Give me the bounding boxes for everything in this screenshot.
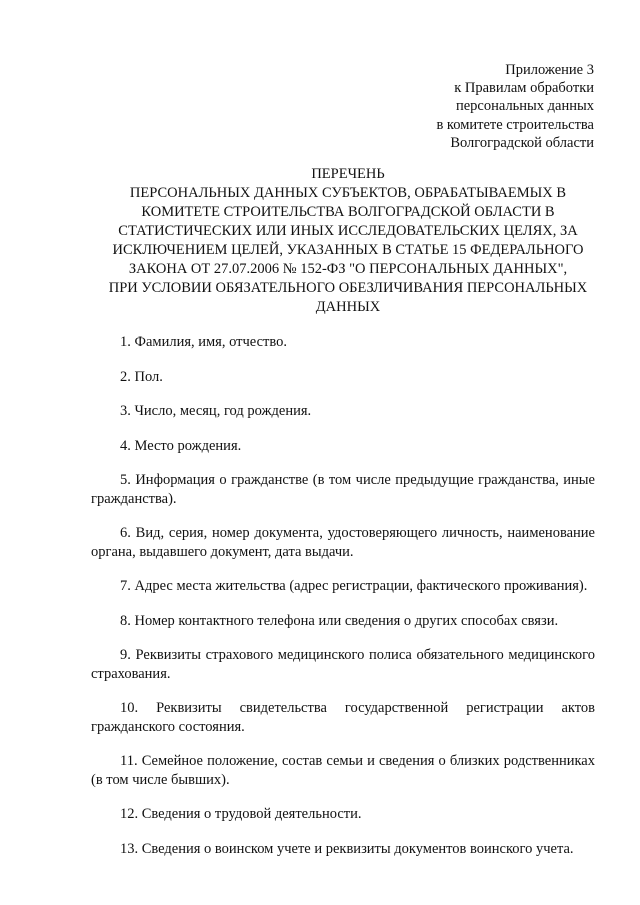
list-item: 12. Сведения о трудовой деятельности. <box>120 806 362 822</box>
title-line: ИСКЛЮЧЕНИЕМ ЦЕЛЕЙ, УКАЗАННЫХ В СТАТЬЕ 15 ФЕДЕРАЛЬНОГО <box>112 242 584 258</box>
items-list <box>91 333 595 858</box>
appendix-line: персональных данных <box>455 98 594 115</box>
list-item: 1. Фамилия, имя, отчество. <box>120 334 287 350</box>
appendix-line: в комитете строительства <box>436 116 594 133</box>
list-item: 3. Число, месяц, год рождения. <box>120 403 312 419</box>
title-line: ПРИ УСЛОВИИ ОБЯЗАТЕЛЬНОГО ОБЕЗЛИЧИВАНИЯ ПЕРСОНАЛЬНЫХ <box>108 280 588 296</box>
list-item: 11. Семейное положение, состав семьи и сведения о близких родственниках (в том числе бывших). <box>91 753 595 788</box>
title-line: ПЕРЕЧЕНЬ <box>311 166 385 182</box>
list-item: 2. Пол. <box>120 368 163 385</box>
appendix-line: Приложение 3 <box>505 62 594 78</box>
list-item: 4. Место рождения. <box>120 437 242 454</box>
list-item: 7. Адрес места жительства (адрес регистрации, фактического проживания). <box>120 578 588 594</box>
appendix-line: к Правилам обработки <box>454 80 594 97</box>
list-item: 13. Сведения о воинском учете и реквизиты документов воинского учета. <box>120 840 574 857</box>
list-item: 5. Информация о гражданстве (в том числе предыдущие гражданства, иные гражданства). <box>91 472 595 507</box>
title-line: СТАТИСТИЧЕСКИХ ИЛИ ИНЫХ ИССЛЕДОВАТЕЛЬСКИХ ЦЕЛЯХ, ЗА <box>118 223 578 239</box>
list-item: 10. Реквизиты свидетельства государственной регистрации актов гражданского состояния. <box>91 700 595 735</box>
appendix-header <box>436 61 594 152</box>
document-title <box>90 165 606 317</box>
list-item: 6. Вид, серия, номер документа, удостоверяющего личность, наименование органа, выдавшего документ, дата выдачи. <box>91 525 595 560</box>
title-line: ЗАКОНА ОТ 27.07.2006 № 152-ФЗ "О ПЕРСОНАЛЬНЫХ ДАННЫХ", <box>128 261 568 277</box>
title-line: КОМИТЕТЕ СТРОИТЕЛЬСТВА ВОЛГОГРАДСКОЙ ОБЛАСТИ В <box>141 204 555 220</box>
title-line: ПЕРСОНАЛЬНЫХ ДАННЫХ СУБЪЕКТОВ, ОБРАБАТЫВАЕМЫХ В <box>129 185 567 201</box>
appendix-line: Волгоградской области <box>450 134 594 151</box>
list-item: 8. Номер контактного телефона или сведения о других способах связи. <box>120 612 559 629</box>
title-line: ДАННЫХ <box>315 299 381 315</box>
list-item: 9. Реквизиты страхового медицинского полиса обязательного медицинского страхования. <box>91 647 595 682</box>
